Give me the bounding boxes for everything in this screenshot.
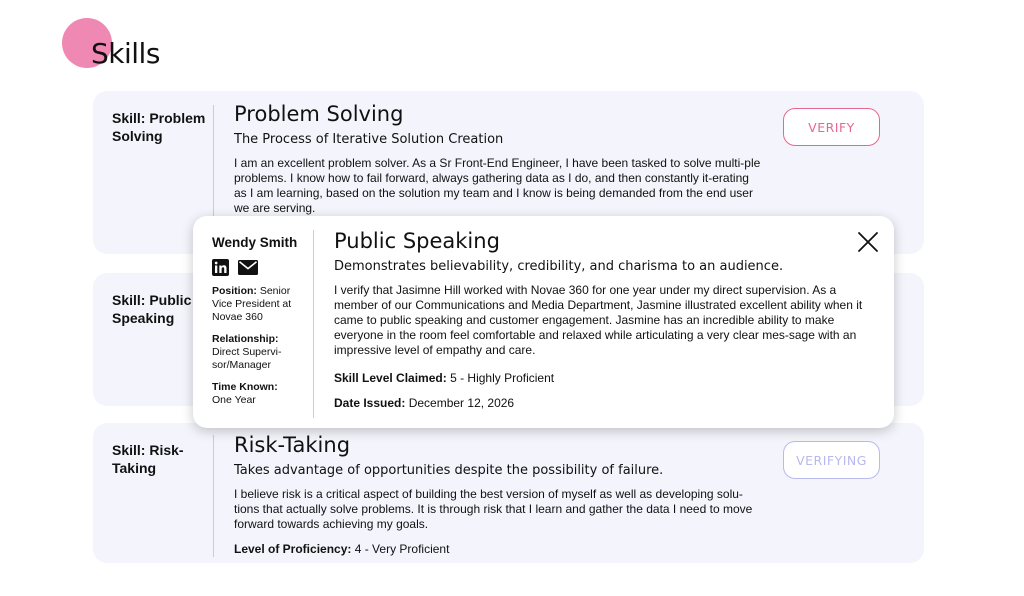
date-issued-value: December 12, 2026	[408, 396, 515, 410]
modal-subtitle: Demonstrates believability, credibility, and charisma to an audience.	[334, 259, 784, 274]
skill-subtitle: The Process of Iterative Solution Creation	[234, 132, 504, 147]
proficiency-label: Level of Proficiency:	[234, 542, 352, 556]
skill-subtitle: Takes advantage of opportunities despite the possibility of failure.	[234, 463, 664, 478]
card-divider	[213, 105, 214, 225]
skill-content	[234, 101, 769, 216]
close-icon[interactable]	[857, 231, 879, 253]
verifier-info	[212, 235, 312, 407]
mail-icon[interactable]	[238, 260, 258, 275]
skill-level-value: 5 - Highly Proficient	[450, 371, 555, 385]
skill-label: Skill: Public Speaking	[112, 292, 192, 326]
skill-content	[234, 432, 769, 557]
relationship-label: Relationship:	[212, 333, 279, 345]
skill-label: Skill: Risk-Taking	[112, 442, 184, 476]
skill-label: Skill: Problem Solving	[112, 110, 206, 144]
skill-description: I am an excellent problem solver. As a Sr Front-End Engineer, I have been tasked to solve multi-ple problems. I know how to fail forward, always gathering data as I do, and then constantly it-erating as I am learning, based on the solution my team and I know is being demanded from the end user we are serving.	[234, 156, 761, 215]
modal-description: I verify that Jasimne Hill worked with Novae 360 for one year under my direct supervision. As a member of our Communications and Media Department, Jasmine illustrated excellent ability when it came to public speaking and customer engagement. Jasmine has an incredible ability to make everyone in the room feel comfortable and relaxed while articulating a very clear mes-sage with an impressive level of empathy and care.	[334, 283, 863, 357]
page-title: Skills	[91, 37, 160, 70]
date-issued	[334, 396, 864, 411]
date-issued-label: Date Issued:	[334, 396, 406, 410]
skill-level-label: Skill Level Claimed:	[334, 371, 447, 385]
time-known-value: One Year	[212, 394, 256, 406]
card-divider	[213, 435, 214, 557]
proficiency-level	[234, 542, 769, 557]
proficiency-value: 4 - Very Proficient	[354, 542, 450, 556]
verification-modal	[193, 216, 894, 428]
verifier-contact-icons	[212, 259, 312, 276]
time-known-label: Time Known:	[212, 381, 278, 393]
linkedin-icon[interactable]	[212, 259, 229, 276]
position-label: Position:	[212, 285, 257, 297]
verifier-name: Wendy Smith	[212, 235, 298, 250]
modal-divider	[313, 230, 314, 418]
verify-button[interactable]: VERIFY	[783, 108, 880, 146]
modal-title: Public Speaking	[334, 229, 500, 253]
skill-title: Problem Solving	[234, 102, 404, 126]
skill-title: Risk-Taking	[234, 433, 351, 457]
relationship-value: Direct Supervi-sor/Manager	[212, 346, 282, 371]
skill-level-claimed	[334, 371, 864, 386]
modal-content	[334, 228, 864, 411]
verifying-button[interactable]: VERIFYING	[783, 441, 880, 479]
position-field	[212, 285, 312, 324]
skill-description: I believe risk is a critical aspect of building the best version of myself as well as developing solu-tions that actually solve problems. It is through risk that I learn and gather the data I need to move forward towards achieving my goals.	[234, 487, 753, 531]
position-value: Senior Vice President at Novae 360	[212, 285, 292, 323]
